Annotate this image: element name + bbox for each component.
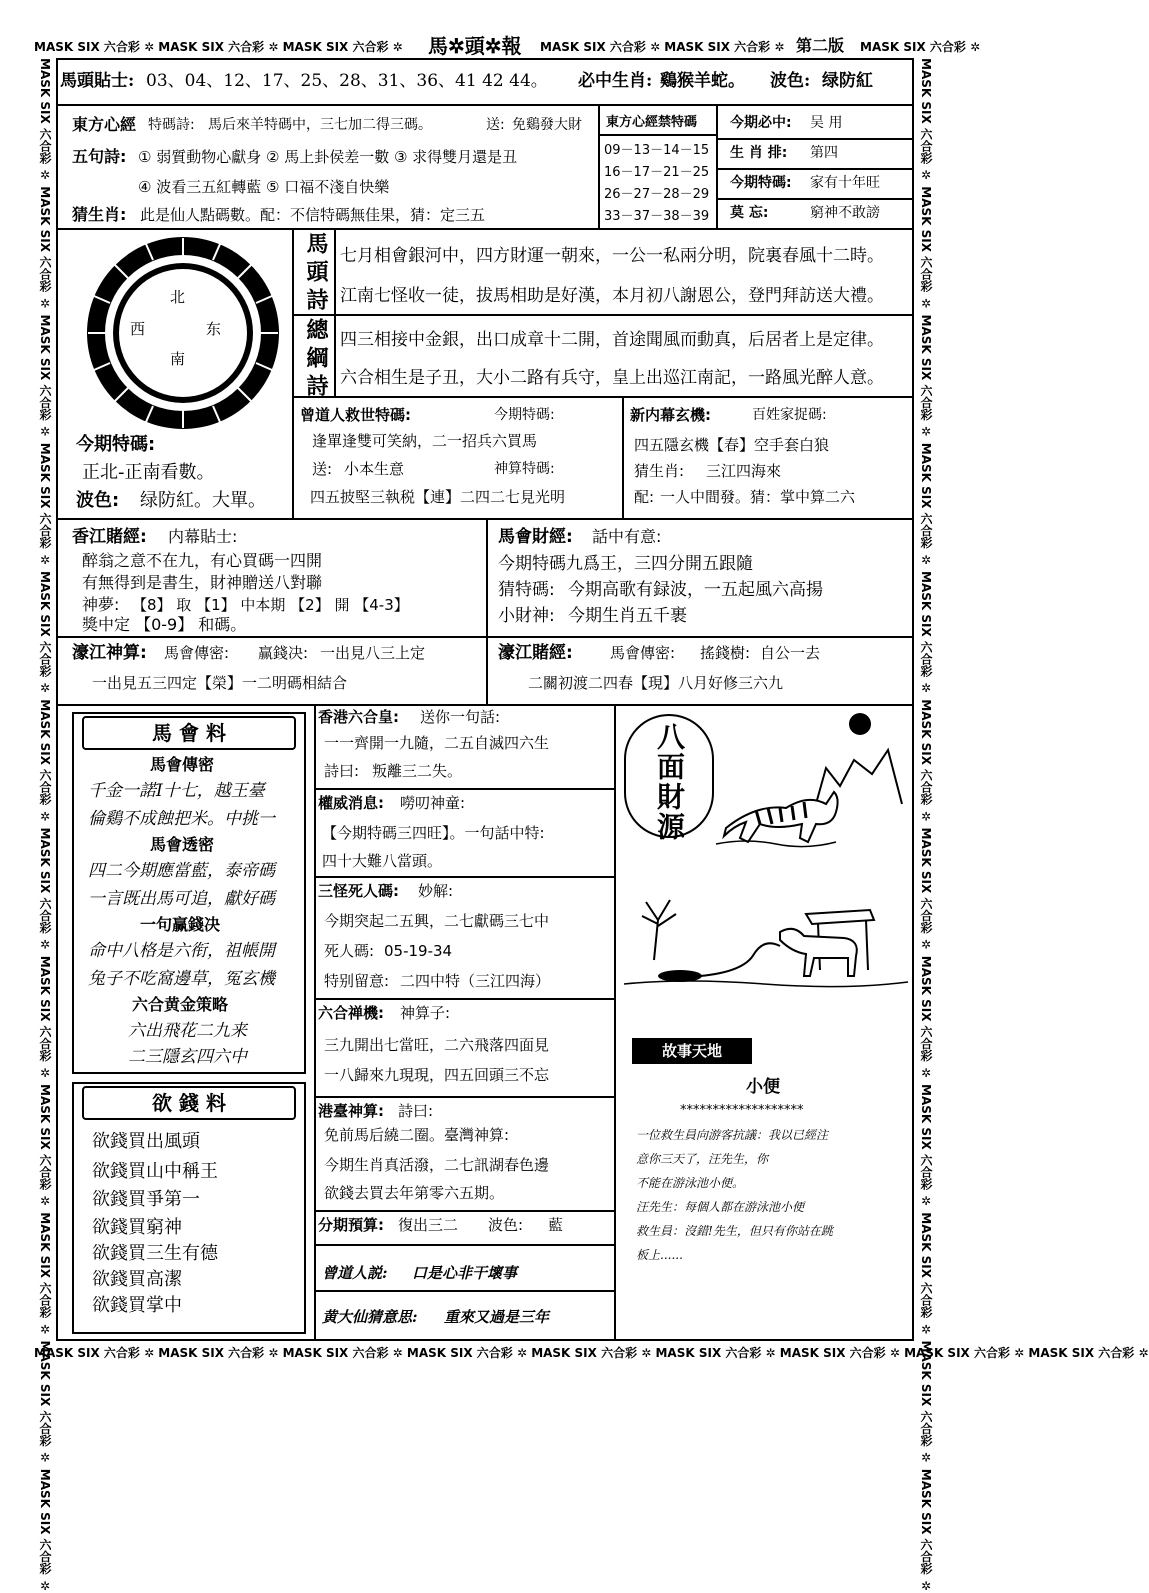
divider xyxy=(598,104,600,228)
haojiang-calc-sub: 馬會傳密: xyxy=(164,644,230,662)
saviour-gift-text: 小本生意 xyxy=(344,460,405,478)
top-border-strip-right xyxy=(540,36,785,58)
haojiang-win-label: 赢錢决: xyxy=(258,644,309,662)
zen-line-2: 一八歸來九現現，四五回頭三不忘 xyxy=(324,1066,550,1084)
border-pattern-vright-9: MASK SIX 六合彩 ✲ xyxy=(919,1084,933,1213)
must-value-4: 窮神不敢謗 xyxy=(810,205,880,221)
zen-line-1: 三九開出七當旺，二六飛落四面見 xyxy=(324,1036,550,1054)
forecast-color-value: 藍 xyxy=(548,1216,564,1234)
bottom-border-strip xyxy=(34,1342,1149,1364)
note-label: 特别留意: xyxy=(324,972,390,990)
authority-line-2: 四十大難八當頭。 xyxy=(322,852,443,870)
horse-wealth-sub: 話中有意: xyxy=(592,527,662,546)
zen-sub: 神算子: xyxy=(400,1004,451,1022)
top-border-strip-end xyxy=(860,36,981,58)
border-pattern-vright-4: MASK SIX 六合彩 ✲ xyxy=(919,442,933,571)
border-pattern-vleft-5: MASK SIX 六合彩 ✲ xyxy=(38,571,52,700)
money-line-1: 欲錢買出風頭 xyxy=(92,1131,200,1152)
border-pattern-bottom-4: MASK SIX 六合彩 ✲ xyxy=(406,1346,532,1360)
divider xyxy=(314,788,614,790)
port-label: 港臺神算: xyxy=(318,1102,384,1120)
compass-special-label: 今期特碼: xyxy=(76,434,156,455)
horse-poem-title: 馬頭詩 xyxy=(303,232,328,316)
divider xyxy=(56,518,914,520)
horse-section-line-3b: 兔子不吃窩邊草，冤玄機 xyxy=(88,969,275,989)
poem-label: 五句詩: xyxy=(72,147,127,166)
compass-north: 北 xyxy=(170,288,186,306)
three-monsters-sub: 妙解: xyxy=(418,882,454,900)
border-pattern-vleft-11: MASK SIX 六合彩 ✲ xyxy=(38,1340,52,1469)
divider xyxy=(716,168,914,170)
divider xyxy=(314,1210,614,1212)
divider xyxy=(292,314,914,316)
general-poem-line-1: 四三相接中金銀，出口成章十二開，首途聞風而動真，后居者上是定律。 xyxy=(340,330,884,350)
money-line-4: 欲錢買窮神 xyxy=(92,1217,182,1238)
zodiac-label: 必中生肖: xyxy=(578,71,653,91)
tips-numbers: 03、04、12、17、25、28、31、36、41 42 44。 xyxy=(146,71,548,91)
horse-section-heading-4: 六合黄金策略 xyxy=(132,995,229,1014)
border-pattern-left: MASK SIX 六合彩 ✲ xyxy=(34,40,159,54)
saviour-line-1: 逢單逢雙可笑納，二一招兵六買馬 xyxy=(312,432,538,450)
compass-south: 南 xyxy=(170,350,186,368)
authority-label: 權威消息: xyxy=(318,794,384,812)
story-line-6: 板上...... xyxy=(636,1248,683,1262)
dream-label: 神夢: xyxy=(82,595,120,614)
border-pattern-bottom-6: MASK SIX 六合彩 ✲ xyxy=(655,1346,780,1360)
tiger-illustration-icon xyxy=(716,708,910,848)
border-pattern-bottom-5: MASK SIX 六合彩 ✲ xyxy=(531,1346,656,1360)
border-pattern-vright: MASK SIX 六合彩 ✲ xyxy=(919,58,933,187)
horse-section-line-3a: 命中八格是六衔，祖帳開 xyxy=(88,941,275,961)
three-monsters-line-1: 今期突起二五興，二七獻碼三七中 xyxy=(324,912,550,930)
tips-label: 馬頭貼士: xyxy=(60,71,135,91)
money-line-5: 欲錢買三生有德 xyxy=(92,1243,218,1264)
border-pattern-bottom-9: MASK SIX 六合彩 ✲ xyxy=(1028,1346,1149,1360)
haojiang-win-text: 一出見八三上定 xyxy=(320,644,426,662)
gift-label: 送: xyxy=(486,117,505,133)
inner-curtain-sub: 百姓家捉碼: xyxy=(752,407,827,423)
border-pattern-bottom: MASK SIX 六合彩 ✲ xyxy=(34,1346,159,1360)
dog-snake-illustration-icon xyxy=(624,880,908,988)
border-pattern-bottom-8: MASK SIX 六合彩 ✲ xyxy=(904,1346,1029,1360)
money-line-6: 欲錢買高潔 xyxy=(92,1269,182,1290)
inner-guess-label: 猜生肖: xyxy=(634,462,685,480)
guess-text: 此是仙人點碼數。配：不信特碼無佳果，猜：定三五 xyxy=(140,206,486,224)
huang-says-value: 重來又過是三年 xyxy=(444,1308,550,1326)
border-pattern-left-3: MASK SIX 六合彩 ✲ xyxy=(282,40,403,54)
forbidden-row-2: 16－17－21－25 xyxy=(604,165,710,180)
border-pattern-vright-10: MASK SIX 六合彩 ✲ xyxy=(919,1212,933,1341)
hk-emperor-label: 香港六合皇: xyxy=(318,708,399,726)
border-pattern-vright-5: MASK SIX 六合彩 ✲ xyxy=(919,571,933,700)
border-pattern-bottom-3: MASK SIX 六合彩 ✲ xyxy=(282,1346,407,1360)
money-line-7: 欲錢買掌中 xyxy=(92,1295,182,1316)
horse-section-line-4a: 六出飛花二九来 xyxy=(128,1021,247,1041)
horse-section-heading-1: 馬會傳密 xyxy=(150,755,215,774)
hk-emperor-line-1: 一一齊開一九隨，二五自滅四六生 xyxy=(324,734,550,752)
small-god-label: 小財神: xyxy=(498,606,555,626)
inner-match-text: 一人中間發。猜：掌中算二六 xyxy=(660,488,856,506)
divider xyxy=(622,396,624,518)
left-border-strip xyxy=(34,58,56,1593)
east-heart-label: 東方心經 xyxy=(72,115,137,134)
compass-west: 西 xyxy=(130,320,146,338)
hk-poem-label: 詩曰: xyxy=(324,762,360,780)
horse-wealth-label: 馬會財經: xyxy=(498,527,573,547)
horse-wealth-line-1: 今期特碼九爲王，三四分開五跟隨 xyxy=(498,554,753,574)
divider xyxy=(292,396,914,398)
divider xyxy=(614,704,616,1341)
divider xyxy=(716,104,718,228)
general-poem-title: 總綱詩 xyxy=(303,318,328,402)
compass-special-line: 正北-正南看數。 xyxy=(82,462,215,483)
must-label-2: 生 肖 排: xyxy=(730,145,788,161)
border-pattern-vleft-6: MASK SIX 六合彩 ✲ xyxy=(38,699,52,828)
haojiang-calc-line-2: 一出見五三四定【榮】一二明碼相結合 xyxy=(92,674,348,692)
right-border-strip xyxy=(915,58,937,1593)
must-label-3: 今期特碼: xyxy=(730,175,792,191)
zen-label: 六合禅機: xyxy=(318,1004,384,1022)
horse-material-title: 馬 會 料 xyxy=(82,716,296,750)
border-pattern-vright-7: MASK SIX 六合彩 ✲ xyxy=(919,827,933,956)
authority-sub: 嘮叨神童: xyxy=(400,794,466,812)
saviour-calc-label: 神算特碼: xyxy=(494,461,555,477)
money-line-3: 欲錢買爭第一 xyxy=(92,1189,200,1210)
divider xyxy=(716,138,914,140)
port-line-3: 欲錢去買去年第零六五期。 xyxy=(324,1184,505,1202)
border-pattern-right-2: MASK SIX 六合彩 ✲ xyxy=(664,40,785,54)
divider xyxy=(56,636,914,638)
story-banner: 故事天地 xyxy=(632,1038,752,1064)
forbidden-title: 東方心經禁特碼 xyxy=(606,115,698,130)
saviour-sub-label: 今期特碼: xyxy=(494,407,555,423)
story-line-4: 汪先生：每個人都在游泳池小便 xyxy=(636,1200,805,1214)
haojiang-gamble-line-2: 二關初渡二四春【現】八月好修三六九 xyxy=(528,674,784,692)
special-label: 特碼詩: xyxy=(148,117,195,133)
poem-line-2: ④ 波看三五紅轉藍 ⑤ 口福不淺自快樂 xyxy=(138,178,390,196)
horse-wealth-guess-label: 猜特碼: xyxy=(498,580,555,600)
forecast-label: 分期預算: xyxy=(318,1216,384,1234)
border-pattern-vright-6: MASK SIX 六合彩 ✲ xyxy=(919,699,933,828)
note-text: 二四中特（三江四海） xyxy=(400,972,551,990)
divider xyxy=(56,228,914,230)
horse-section-line-1b: 倫鷄不成蝕把米。中挑一 xyxy=(88,809,275,829)
gift-text: 免鷄發大財 xyxy=(512,117,582,133)
story-line-5: 救生員：沒錯!先生，但只有你站在跳 xyxy=(636,1224,833,1238)
port-line-1: 免前馬后繞二圈。臺灣神算: xyxy=(324,1126,510,1144)
divider xyxy=(334,228,336,396)
border-pattern-vleft-8: MASK SIX 六合彩 ✲ xyxy=(38,955,52,1084)
horse-section-heading-2: 馬會透密 xyxy=(150,835,215,854)
horse-section-heading-3: 一句赢錢决 xyxy=(140,915,221,934)
border-pattern-end: MASK SIX 六合彩 ✲ xyxy=(860,40,981,54)
compass-color-value: 绿防紅。大單。 xyxy=(140,490,266,511)
story-line-1: 一位救生員向游客抗議：我以已經注 xyxy=(636,1128,829,1142)
dead-code-label: 死人碼: xyxy=(324,942,375,960)
border-pattern-vright-2: MASK SIX 六合彩 ✲ xyxy=(919,186,933,315)
masthead: 馬✲頭✲報 xyxy=(424,34,526,58)
edition-label: 第二版 xyxy=(792,35,848,57)
must-value-3: 家有十年旺 xyxy=(810,175,880,191)
dead-code-text: 05-19-34 xyxy=(384,942,453,960)
haojiang-tree-label: 搖錢樹: xyxy=(700,644,751,662)
story-line-3: 不能在游泳池小便。 xyxy=(636,1176,745,1190)
border-pattern-right: MASK SIX 六合彩 ✲ xyxy=(540,40,665,54)
haojiang-calc-label: 濠江神算: xyxy=(72,643,147,663)
horse-section-line-2a: 四二今期應當藍，泰帝碼 xyxy=(88,861,275,881)
small-god-text: 今期生肖五千裹 xyxy=(568,606,687,626)
three-monsters-label: 三怪死人碼: xyxy=(318,882,399,900)
divider xyxy=(486,518,488,704)
divider xyxy=(314,1290,614,1292)
divider xyxy=(314,1096,614,1098)
compass-east: 东 xyxy=(206,320,222,338)
divider xyxy=(716,198,914,200)
haojiang-gamble-label: 濠江賭經: xyxy=(498,643,573,663)
xiangjiang-line-1: 醉翁之意不在九，有心買碼一四開 xyxy=(82,551,323,570)
xiangjiang-sub: 内幕貼士: xyxy=(168,527,238,546)
forecast-value: 復出三二 xyxy=(398,1216,459,1234)
border-pattern-vright-11: MASK SIX 六合彩 ✲ xyxy=(919,1340,933,1469)
divider xyxy=(314,998,614,1000)
color-label: 波色: xyxy=(770,71,811,91)
border-pattern-vright-8: MASK SIX 六合彩 ✲ xyxy=(919,955,933,1084)
port-sub: 詩曰: xyxy=(398,1102,434,1120)
must-label-1: 今期必中: xyxy=(730,115,792,131)
horse-section-line-1a: 千金一諾Ⅰ十七，越王臺 xyxy=(88,781,265,801)
border-pattern-vright-3: MASK SIX 六合彩 ✲ xyxy=(919,314,933,443)
must-label-4: 莫 忘: xyxy=(730,205,769,221)
hk-poem-text: 叛離三二失。 xyxy=(372,762,463,780)
border-pattern-left-2: MASK SIX 六合彩 ✲ xyxy=(158,40,283,54)
border-pattern-bottom-2: MASK SIX 六合彩 ✲ xyxy=(158,1346,283,1360)
border-pattern-vleft-12: MASK SIX 六合彩 ✲ xyxy=(38,1468,52,1593)
divider xyxy=(598,134,716,136)
inner-curtain-line-1: 四五隱玄機【春】空手套白狼 xyxy=(634,436,830,454)
authority-line-1: 【今期特碼三四旺】。一句話中特: xyxy=(322,824,545,842)
horse-poem-line-2: 江南七怪收一徒，拔馬相助是好漢，本月初八謝恩公，登門拜訪送大禮。 xyxy=(340,286,884,306)
zodiac-value: 鷄猴羊蛇。 xyxy=(660,71,745,91)
general-poem-line-2: 六合相生是子丑，大小二路有兵守，皇上出巡江南記，一路風光醉人意。 xyxy=(340,368,884,388)
story-title: 小便 xyxy=(746,1077,780,1097)
prize-text: 獎中定 【0-9】 和碼。 xyxy=(82,615,247,634)
divider xyxy=(314,1244,614,1246)
border-pattern-vright-12: MASK SIX 六合彩 ✲ xyxy=(919,1468,933,1593)
border-pattern-vleft-10: MASK SIX 六合彩 ✲ xyxy=(38,1212,52,1341)
inner-guess-text: 三江四海來 xyxy=(706,462,782,480)
compass-color-label: 波色: xyxy=(76,490,120,511)
divider xyxy=(292,228,294,518)
story-line-2: 意你三天了，汪先生，你 xyxy=(636,1152,769,1166)
color-value: 绿防紅 xyxy=(822,71,873,91)
saviour-gift-label: 送: xyxy=(312,460,333,478)
port-line-2: 今期生肖真活潑，二七訊湖春色邊 xyxy=(324,1156,550,1174)
border-pattern-vleft-4: MASK SIX 六合彩 ✲ xyxy=(38,442,52,571)
horse-wealth-guess-text: 今期高歌有録波，一五起風六高揚 xyxy=(568,580,823,600)
border-pattern-vleft-9: MASK SIX 六合彩 ✲ xyxy=(38,1084,52,1213)
hk-emperor-sub: 送你一句話: xyxy=(420,708,501,726)
must-value-1: 吴 用 xyxy=(810,115,843,131)
inner-curtain-label: 新内幕玄機: xyxy=(630,406,711,424)
border-pattern-vleft-7: MASK SIX 六合彩 ✲ xyxy=(38,827,52,956)
horse-section-line-2b: 一言既出馬可追，獻好碼 xyxy=(88,889,275,909)
xiangjiang-label: 香江賭經: xyxy=(72,527,147,547)
dream-text: 【8】 取 【1】 中本期 【2】 開 【4-3】 xyxy=(132,596,409,614)
huang-says-label: 黄大仙猜意思: xyxy=(322,1308,418,1326)
must-value-2: 第四 xyxy=(810,145,838,161)
inner-match-label: 配: xyxy=(634,488,655,506)
poem-line-1: ① 弱質動物心獻身 ② 馬上卦侯差一數 ③ 求得雙月還是丑 xyxy=(138,148,518,166)
divider xyxy=(56,104,914,106)
zeng-says-label: 曾道人説: xyxy=(322,1264,388,1282)
compass-wheel-icon xyxy=(84,234,282,432)
special-text: 馬后來羊特碼中，三七加二得三碼。 xyxy=(208,117,432,133)
border-pattern-vleft-2: MASK SIX 六合彩 ✲ xyxy=(38,186,52,315)
haojiang-gamble-sub: 馬會傳密: xyxy=(610,644,676,662)
saviour-label: 曾道人救世特碼: xyxy=(300,406,411,424)
horse-poem-line-1: 七月相會銀河中，四方財運一朝來，一公一私兩分明，院裏春風十二時。 xyxy=(340,246,884,266)
xiangjiang-line-2: 有無得到是書生，財神贈送八對聯 xyxy=(82,573,323,592)
forbidden-row-3: 26－27－28－29 xyxy=(604,187,710,202)
border-pattern-vleft: MASK SIX 六合彩 ✲ xyxy=(38,58,52,187)
zeng-says-value: 口是心非干壞事 xyxy=(412,1264,518,1282)
border-pattern-bottom-7: MASK SIX 六合彩 ✲ xyxy=(779,1346,905,1360)
forbidden-row-4: 33－37－38－39 xyxy=(604,209,710,224)
forecast-color-label: 波色: xyxy=(488,1216,524,1234)
saviour-line-3: 四五披堅三執税【連】二四二七見光明 xyxy=(310,488,566,506)
guess-label: 猜生肖: xyxy=(72,205,127,224)
haojiang-tree-text: 自公一去 xyxy=(760,644,821,662)
money-material-title: 欲 錢 料 xyxy=(82,1086,296,1120)
horse-section-line-4b: 二三隱玄四六中 xyxy=(128,1047,247,1067)
border-pattern-vleft-3: MASK SIX 六合彩 ✲ xyxy=(38,314,52,443)
forbidden-row-1: 09－13－14－15 xyxy=(604,143,710,158)
divider xyxy=(314,876,614,878)
money-line-2: 欲錢買山中稱王 xyxy=(92,1161,218,1182)
story-stars: ******************* xyxy=(680,1103,804,1118)
eight-wealth-title: 八面財源 xyxy=(653,722,686,842)
